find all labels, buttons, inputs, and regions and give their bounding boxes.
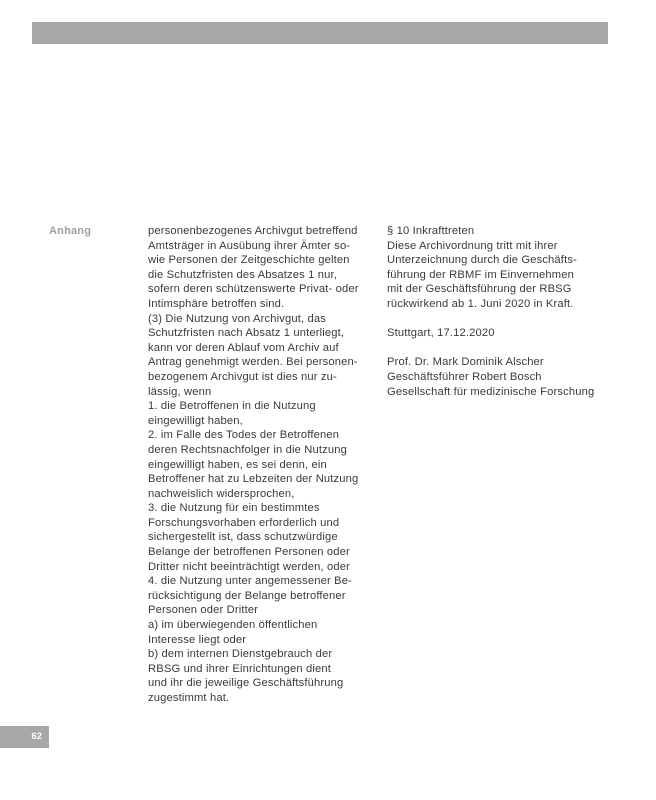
- text-line: Schutzfristen nach Absatz 1 unterliegt,: [148, 327, 345, 340]
- body-column-left: [148, 224, 373, 706]
- text-line: eingewilligt haben,: [148, 414, 243, 427]
- text-line: Antrag genehmigt werden. Bei personen-: [148, 356, 358, 369]
- signature-line: Gesellschaft für medizinische Forschung: [387, 385, 595, 398]
- text-line: führung der RBMF im Einvernehmen: [387, 268, 574, 281]
- text-line: Intimsphäre betroffen sind.: [148, 297, 285, 310]
- place-date: Stuttgart, 17.12.2020: [387, 327, 495, 340]
- page-number: 62: [31, 731, 42, 742]
- text-line: deren Rechtsnachfolger in die Nutzung: [148, 443, 347, 456]
- header-bar: [32, 22, 608, 44]
- text-line: Amtsträger in Ausübung ihrer Ämter so-: [148, 239, 351, 252]
- text-line: nachweislich widersprochen,: [148, 487, 295, 500]
- text-line: Betroffener hat zu Lebzeiten der Nutzung: [148, 473, 359, 486]
- text-line: eingewilligt haben, es sei denn, ein: [148, 458, 327, 471]
- text-line: Unterzeichnung durch die Geschäfts-: [387, 254, 577, 267]
- text-line: sofern deren schützenswerte Privat- oder: [148, 283, 359, 296]
- text-line: Belange der betroffenen Personen oder: [148, 546, 350, 559]
- text-line: rücksichtigung der Belange betroffener: [148, 589, 346, 602]
- text-line: 2. im Falle des Todes der Betroffenen: [148, 429, 340, 442]
- text-line: Forschungsvorhaben erforderlich und: [148, 516, 340, 529]
- text-line: die Schutzfristen des Absatzes 1 nur,: [148, 268, 338, 281]
- text-line: rückwirkend ab 1. Juni 2020 in Kraft.: [387, 297, 574, 310]
- text-line: Interesse liegt oder: [148, 633, 247, 646]
- text-line: sichergestellt ist, dass schutzwürdige: [148, 531, 338, 544]
- section-label: Anhang: [49, 225, 92, 237]
- signature-block: [387, 355, 627, 399]
- signature-line: Prof. Dr. Mark Dominik Alscher: [387, 356, 544, 369]
- text-line: b) dem internen Dienstgebrauch der: [148, 648, 333, 661]
- text-line: kann vor deren Ablauf vom Archiv auf: [148, 341, 339, 354]
- page-number-box: [0, 726, 49, 748]
- text-line: personenbezogenes Archivgut betreffend: [148, 225, 358, 237]
- spacer: [387, 312, 627, 327]
- text-line: (3) Die Nutzung von Archivgut, das: [148, 312, 326, 325]
- text-line: zugestimmt hat.: [148, 692, 230, 704]
- paragraph-inkrafttreten: [387, 239, 627, 312]
- text-line: und ihr die jeweilige Geschäftsführung: [148, 677, 344, 690]
- spacer: [387, 341, 627, 356]
- text-line: 4. die Nutzung unter angemessener Be-: [148, 575, 352, 588]
- section-heading: § 10 Inkrafttreten: [387, 225, 475, 237]
- text-line: a) im überwiegenden öffentlichen: [148, 619, 318, 632]
- text-line: Dritter nicht beeinträchtigt werden, oder: [148, 560, 351, 573]
- text-line: lässig, wenn: [148, 385, 212, 398]
- text-line: Personen oder Dritter: [148, 604, 259, 617]
- text-line: 1. die Betroffenen in die Nutzung: [148, 400, 316, 413]
- body-column-right: [387, 224, 627, 399]
- text-line: wie Personen der Zeitgeschichte gelten: [148, 254, 350, 267]
- text-line: bezogenem Archivgut ist dies nur zu-: [148, 370, 337, 383]
- text-line: Diese Archivordnung tritt mit ihrer: [387, 239, 558, 252]
- text-line: mit der Geschäftsführung der RBSG: [387, 283, 572, 296]
- text-line: 3. die Nutzung für ein bestimmtes: [148, 502, 320, 515]
- signature-line: Geschäftsführer Robert Bosch: [387, 370, 542, 383]
- text-line: RBSG und ihrer Einrichtungen dient: [148, 662, 331, 675]
